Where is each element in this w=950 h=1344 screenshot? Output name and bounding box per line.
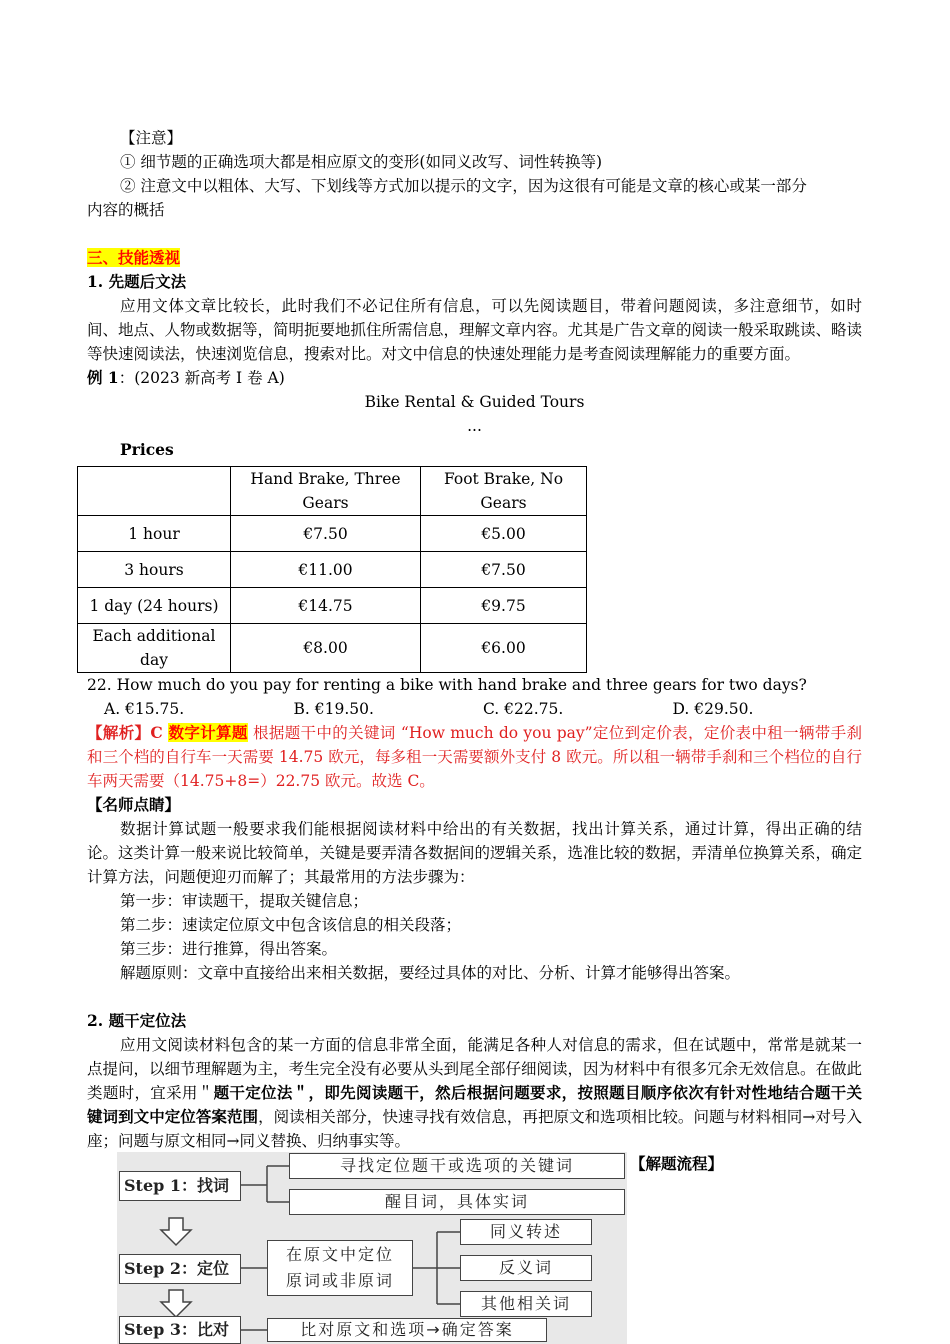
table-cell: €7.50: [231, 516, 421, 552]
table-cell: 1 hour: [78, 516, 231, 552]
analysis-text: 根据题干中的关键词 “How much do you pay”定位到定价表，定价表中租一辆带手刹和三个档的自行车一天需要 14.75 欧元，每多租一天需要额外支付 8 欧元。所以租一辆带手刹和三个档位的自行车两天需要（14.75+8=）22.75 欧元。故选 C。: [87, 724, 862, 790]
step-1-box: Step 1：找词: [119, 1171, 241, 1201]
prices-label: Prices: [120, 440, 174, 459]
step-3-box: Step 3：比对: [119, 1316, 241, 1344]
step-3: 第三步：进行推算，得出答案。: [120, 940, 338, 958]
notes-item-1: ① 细节题的正确选项大都是相应原文的变形(如同义改写、词性转换等): [120, 153, 603, 171]
analysis-paragraph: [87, 721, 862, 793]
table-header-cell: [78, 467, 231, 516]
option-b: B. €19.50.: [293, 700, 374, 718]
synonym-box: 同义转述: [460, 1219, 592, 1245]
table-cell: €7.50: [421, 552, 587, 588]
prices-table: [77, 466, 587, 673]
step-2: 第二步：速读定位原文中包含该信息的相关段落；: [120, 916, 462, 934]
solving-principle: 解题原则：文章中直接给出来相关数据，要经过具体的对比、分析、计算才能够得出答案。: [120, 964, 741, 982]
related-word-box: 其他相关词: [460, 1291, 592, 1317]
table-header-cell: Foot Brake, No Gears: [421, 467, 587, 516]
step-1-keyword-box: 寻找定位题干或选项的关键词: [289, 1153, 625, 1179]
table-cell: Each additional day: [78, 624, 231, 673]
table-row: [78, 588, 587, 624]
notes-item-2-line-2: 内容的概括: [87, 201, 165, 219]
table-row: [78, 516, 587, 552]
notes-item-2-line-1: ② 注意文中以粗体、大写、下划线等方式加以提示的文字，因为这很有可能是文章的核心或某一部分: [120, 177, 807, 195]
step-2-locate-line-2: 原词或非原词: [285, 1271, 394, 1290]
answer-options: [87, 697, 862, 721]
passage-ellipsis: ...: [467, 417, 482, 435]
table-cell: €14.75: [231, 588, 421, 624]
method-2-text-a: 应用文阅读材料包含的某一方面的信息非常全面，能满足各种人对信息的需求，但在试题中，常常是就某一点提问，以细节理解题为主，考生完全没有必要从头到尾全部仔细阅读，因为材料中有很多冗余无效信息。在做此类题时，宜采用＂: [87, 1036, 863, 1102]
passage-title: Bike Rental & Guided Tours: [364, 393, 585, 411]
table-cell: €11.00: [231, 552, 421, 588]
method-2-text-b: ，阅读相关部分，快速寻找有效信息，再把原文和选项相比较。问题与材料相同→对号入座；问题与原文相同→同义替换、归纳事实等。: [87, 1108, 862, 1150]
example-label: 例 1: [87, 368, 119, 387]
antonym-box: 反义词: [460, 1255, 592, 1281]
teacher-label: 【名师点睛】: [87, 795, 181, 814]
method-2-text-bold: 题干定位法＂，即先阅读题干，然后根据问题要求，按照题目顺序依次有针对性地结合题干关键词到文中定位答案范围: [87, 1083, 862, 1126]
example-source: ：(2023 新高考 I 卷 A): [118, 369, 285, 387]
table-cell: €9.75: [421, 588, 587, 624]
table-header-row: [78, 467, 587, 516]
section-title: 三、技能透视: [87, 248, 181, 267]
question-22: 22. How much do you pay for renting a bike with hand brake and three gears for two days?: [87, 676, 807, 694]
table-header-cell: Hand Brake, Three Gears: [231, 467, 421, 516]
step-2-box: Step 2：定位: [119, 1254, 241, 1284]
step-1: 第一步：审读题干，提取关键信息；: [120, 892, 369, 910]
analysis-tag: 数字计算题: [168, 723, 248, 742]
document-body: [87, 126, 862, 1153]
analysis-label: 【解析】C: [87, 723, 169, 742]
notes-heading: 【注意】: [120, 129, 183, 147]
teacher-paragraph: 数据计算试题一般要求我们能根据阅读材料中给出的有关数据，找出计算关系，通过计算，得出正确的结论。这类计算一般来说比较简单，关键是要弄清各数据间的逻辑关系，选准比较的数据，弄清单位换算关系，确定计算方法，问题便迎刃而解了；其最常用的方法步骤为：: [87, 820, 863, 886]
flowchart-label: 【解题流程】: [630, 1154, 724, 1173]
method-2-paragraph: [87, 1033, 862, 1153]
table-cell: 3 hours: [78, 552, 231, 588]
table-cell: €8.00: [231, 624, 421, 673]
option-d: D. €29.50.: [672, 700, 754, 718]
step-3-compare-box: 比对原文和选项→确定答案: [267, 1318, 547, 1342]
method-1-paragraph: 应用文体文章比较长，此时我们不必记住所有信息，可以先阅读题目，带着问题阅读，多注意细节，如时间、地点、人物或数据等，简明扼要地抓住所需信息，理解文章内容。尤其是广告文章的阅读一般采取跳读、略读等快速阅读法，快速浏览信息，搜索对比。对文中信息的快速处理能力是考查阅读理解能力的重要方面。: [87, 297, 863, 363]
method-1-title: 1. 先题后文法: [87, 272, 187, 291]
step-2-locate-box: [267, 1240, 413, 1296]
table-cell: 1 day (24 hours): [78, 588, 231, 624]
option-c: C. €22.75.: [483, 700, 564, 718]
table-row: [78, 624, 587, 673]
solving-flowchart: [117, 1152, 627, 1344]
step-2-locate-line-1: 在原文中定位: [285, 1245, 394, 1264]
method-2-title: 2. 题干定位法: [87, 1011, 187, 1030]
table-cell: €5.00: [421, 516, 587, 552]
table-row: [78, 552, 587, 588]
step-1-word-box: 醒目词，具体实词: [289, 1189, 625, 1215]
table-cell: €6.00: [421, 624, 587, 673]
option-a: A. €15.75.: [104, 700, 185, 718]
